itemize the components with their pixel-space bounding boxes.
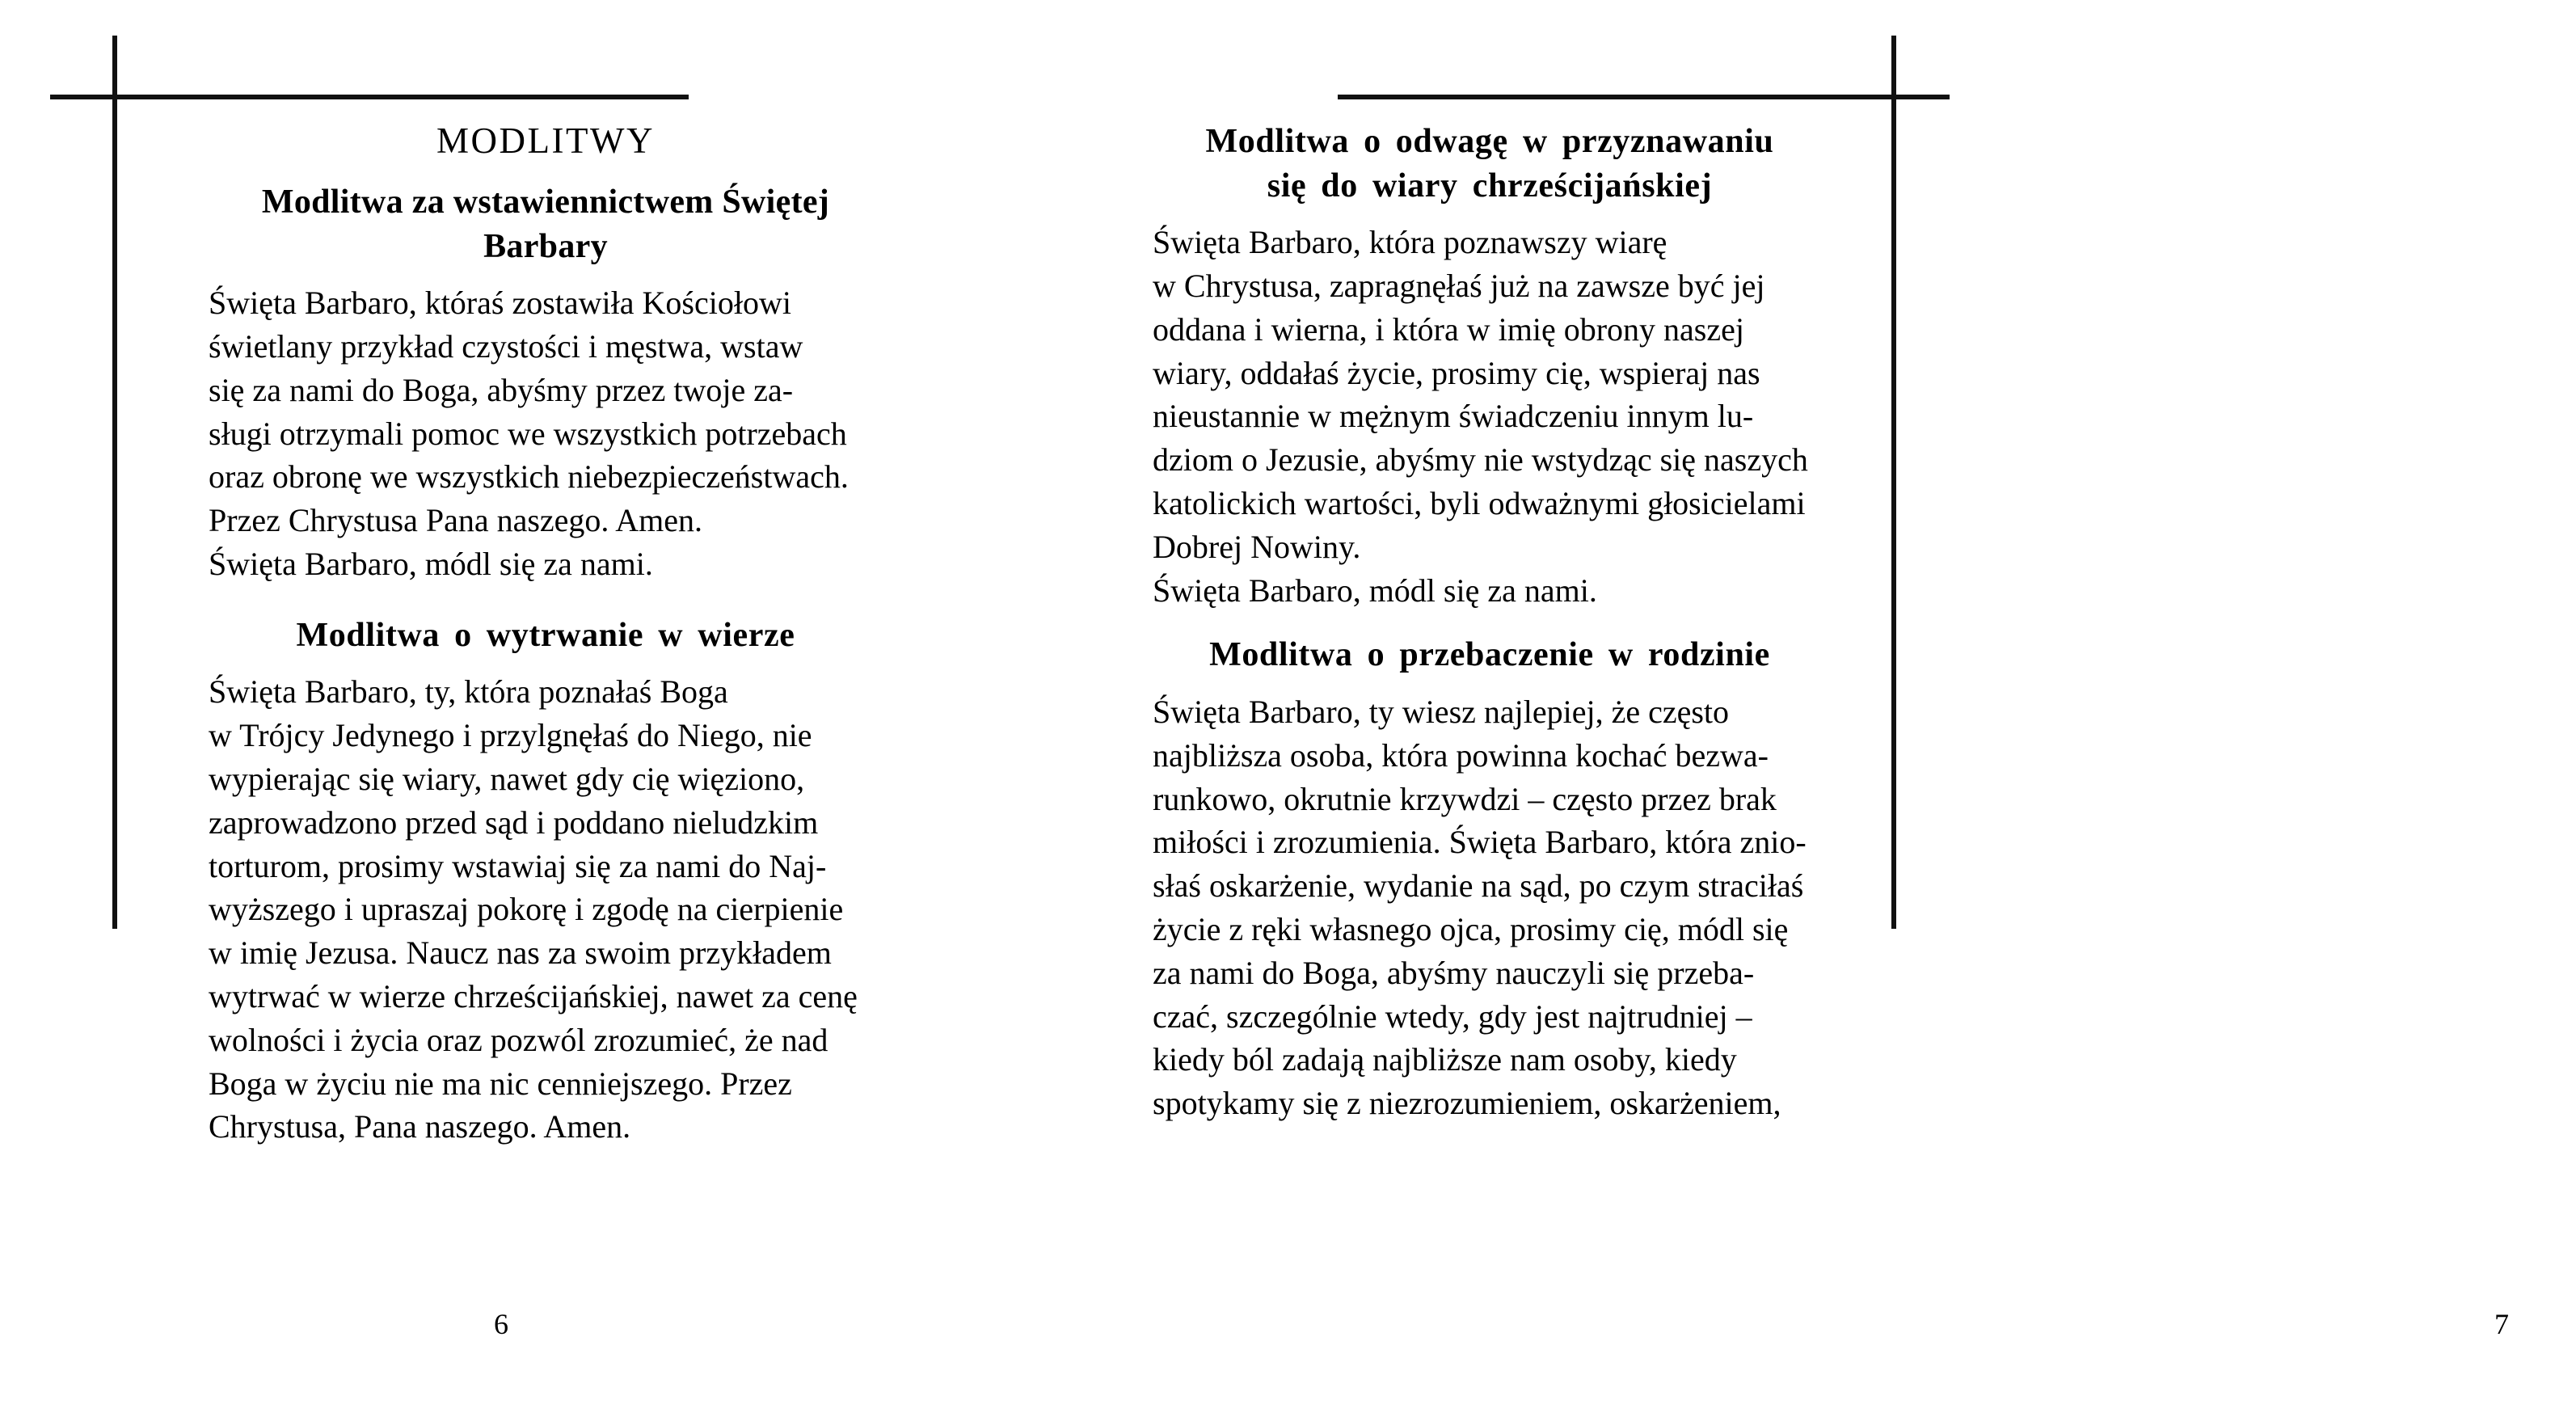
text-line: życie z ręki własnego ojca, prosimy cię, módl się: [1153, 910, 1789, 947]
text-line: Święta Barbaro, ty, która poznałaś Boga: [209, 673, 728, 711]
prayer-body: [1106, 690, 1874, 1125]
prayer-section-perseverance: [162, 614, 930, 1149]
text-column-right: [1106, 120, 1874, 1153]
prayer-heading-line: Modlitwa o przebaczenie w rodzinie: [1209, 636, 1770, 674]
prayer-body: [162, 670, 930, 1149]
page-title: MODLITWY: [436, 120, 655, 161]
text-line: sługi otrzymali pomoc we wszystkich potrzebach: [209, 415, 847, 452]
prayer-body: [162, 281, 930, 586]
page-right: [1002, 0, 2509, 1413]
text-line: Święta Barbaro, ty wiesz najlepiej, że często: [1153, 693, 1730, 730]
page-number-left: 6: [494, 1308, 508, 1340]
text-line: wiary, oddałaś życie, prosimy cię, wspieraj nas: [1153, 354, 1760, 391]
page-left: [0, 0, 1002, 1413]
prayer-section-intercession: [162, 180, 930, 586]
text-line: świetlany przykład czystości i męstwa, wstaw: [209, 328, 803, 365]
text-line: Święta Barbaro, któraś zostawiła Kościołowi: [209, 285, 791, 322]
page-number-right: 7: [2494, 1308, 2509, 1340]
text-line: Chrystusa, Pana naszego. Amen.: [209, 1108, 631, 1145]
text-line: zaprowadzono przed sąd i poddano nieludzkim: [209, 804, 819, 841]
prayer-heading-line: Modlitwa o wytrwanie w wierze: [296, 616, 795, 654]
text-line: dziom o Jezusie, abyśmy nie wstydząc się naszych: [1153, 441, 1808, 479]
text-line: katolickich wartości, byli odważnymi głosicielami: [1153, 484, 1806, 521]
prayer-body: [1106, 221, 1874, 612]
text-line: kiedy ból zadają najbliższe nam osoby, kiedy: [1153, 1041, 1737, 1078]
text-line: Święta Barbaro, módl się za nami.: [1153, 572, 1597, 609]
text-line: Święta Barbaro, która poznawszy wiarę: [1153, 224, 1667, 261]
prayer-heading: [162, 614, 930, 658]
text-line: wolności i życia oraz pozwól zrozumieć, że nad: [209, 1021, 828, 1058]
text-line: torturom, prosimy wstawiaj się za nami do Naj-: [209, 847, 827, 884]
prayer-heading-line: się do wiary chrześcijańskiej: [1267, 167, 1713, 205]
text-line: wytrwać w wierze chrześcijańskiej, nawet za cenę: [209, 978, 858, 1015]
text-line: Przez Chrystusa Pana naszego. Amen.: [209, 502, 702, 539]
text-line: oddana i wierna, i która w imię obrony naszej: [1153, 310, 1744, 348]
text-line: Boga w życiu nie ma nic cenniejszego. Przez: [209, 1065, 792, 1102]
text-line: runkowo, okrutnie krzywdzi – często przez brak: [1153, 780, 1777, 817]
text-line: wypierając się wiary, nawet gdy cię więziono,: [209, 761, 805, 798]
prayer-section-courage: [1106, 120, 1874, 612]
prayer-heading: [1106, 633, 1874, 677]
text-line: miłości i zrozumienia. Święta Barbaro, która znio-: [1153, 824, 1807, 861]
text-line: za nami do Boga, abyśmy nauczyli się przeba-: [1153, 954, 1755, 991]
text-line: nieustannie w mężnym świadczeniu innym lu-: [1153, 398, 1754, 435]
text-line: w imię Jezusa. Naucz nas za swoim przykładem: [209, 934, 832, 972]
text-line: słaś oskarżenie, wydanie na sąd, po czym straciłaś: [1153, 867, 1804, 905]
prayer-heading-line: Barbary: [483, 227, 608, 265]
text-line: Dobrej Nowiny.: [1153, 528, 1361, 565]
text-line: oraz obronę we wszystkich niebezpieczeństwach.: [209, 458, 849, 496]
prayer-heading: [1106, 120, 1874, 208]
text-line: czać, szczególnie wtedy, gdy jest najtrudniej –: [1153, 998, 1752, 1035]
prayer-heading-line: Modlitwa o odwagę w przyznawaniu: [1205, 123, 1774, 160]
text-line: Święta Barbaro, módl się za nami.: [209, 546, 653, 583]
text-column-left: [162, 120, 930, 1176]
text-line: w Chrystusa, zapragnęłaś już na zawsze być jej: [1153, 267, 1765, 304]
text-line: się za nami do Boga, abyśmy przez twoje za-: [209, 371, 794, 408]
prayer-section-forgiveness: [1106, 633, 1874, 1125]
text-line: najbliższa osoba, która powinna kochać bezwa-: [1153, 736, 1769, 774]
text-line: spotykamy się z niezrozumieniem, oskarżeniem,: [1153, 1085, 1781, 1122]
text-line: w Trójcy Jedynego i przylgnęłaś do Niego, nie: [209, 717, 812, 754]
prayer-heading: [162, 180, 930, 268]
text-line: wyższego i upraszaj pokorę i zgodę na cierpienie: [209, 891, 844, 928]
prayer-heading-line: Modlitwa za wstawiennictwem Świętej: [261, 183, 830, 221]
